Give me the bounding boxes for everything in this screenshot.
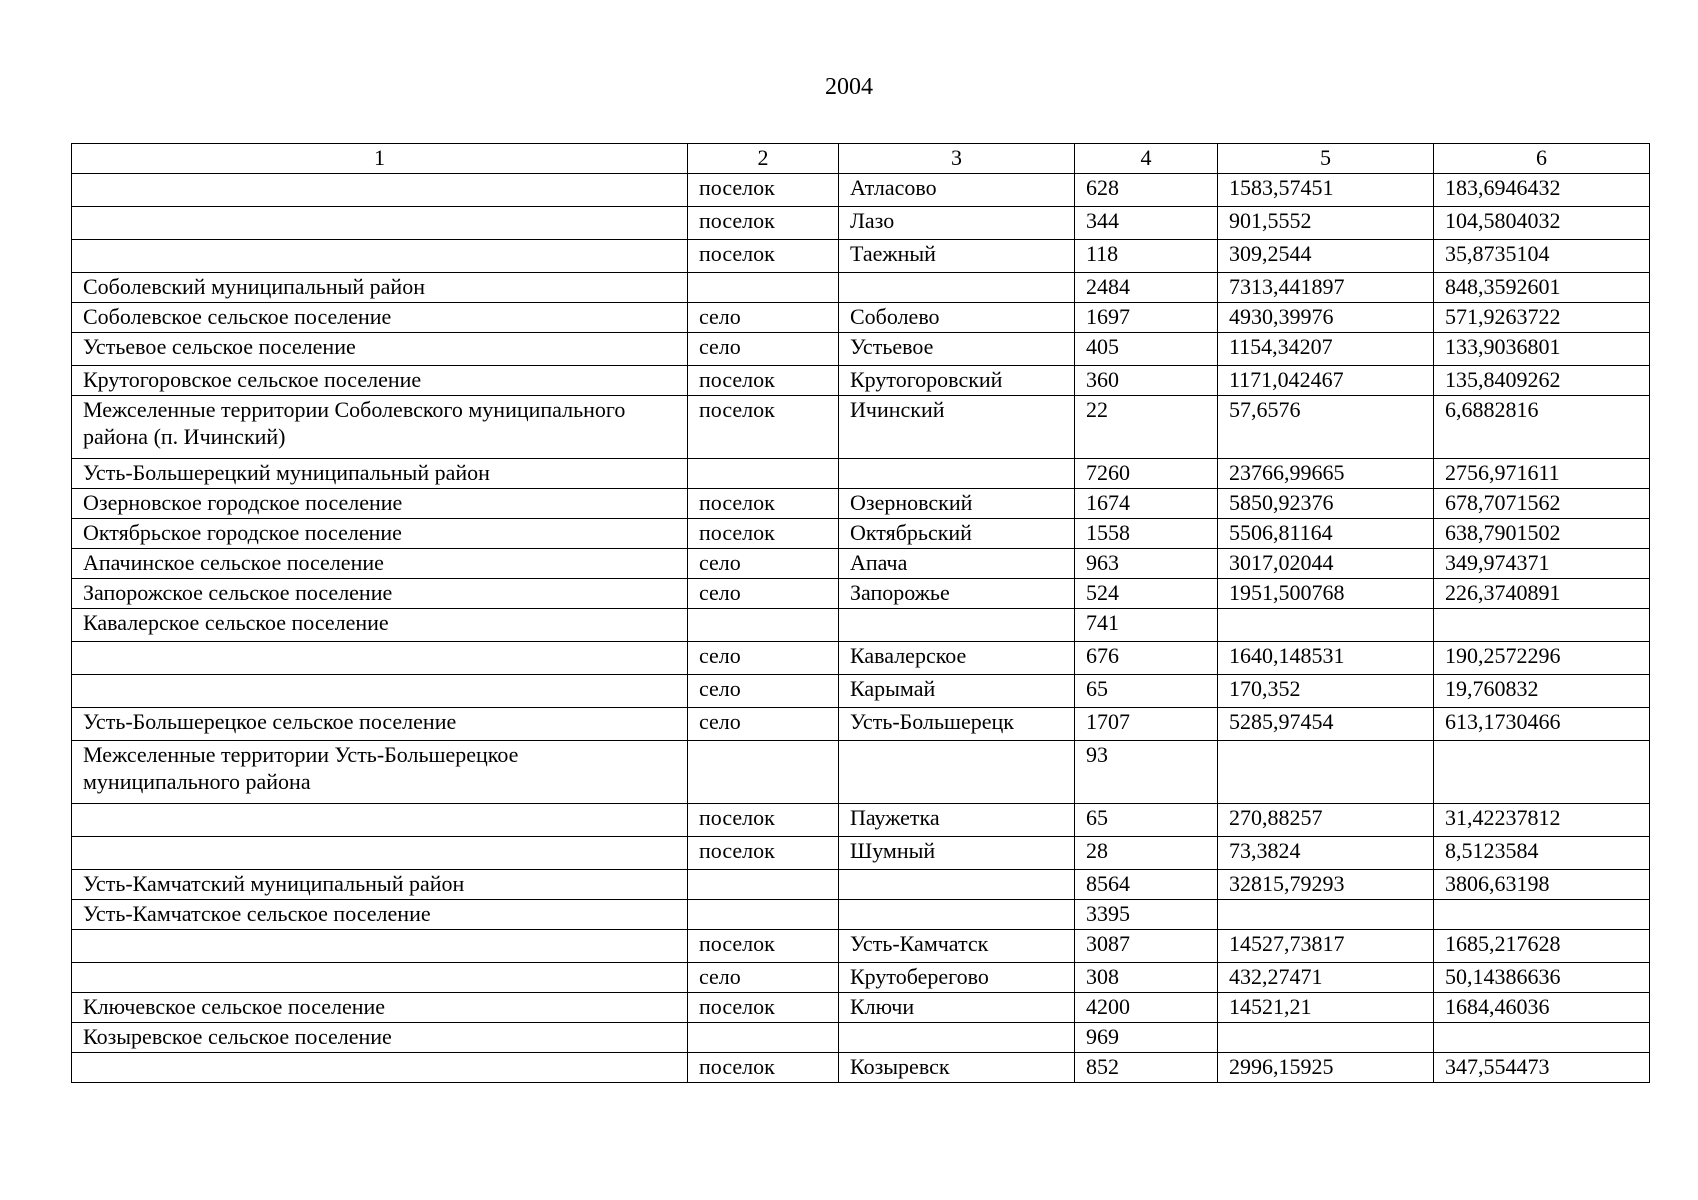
cell-settlement-type: поселок (688, 993, 839, 1023)
cell-municipality: Кавалерское сельское поселение (72, 609, 688, 642)
cell-settlement-type: поселок (688, 240, 839, 273)
table-row (72, 708, 1650, 741)
cell-settlement-name (839, 870, 1075, 900)
cell-value-6 (1434, 900, 1650, 930)
cell-municipality: Устьевое сельское поселение (72, 333, 688, 366)
cell-settlement-type: поселок (688, 396, 839, 459)
cell-municipality: Ключевское сельское поселение (72, 993, 688, 1023)
cell-settlement-name: Крутоберегово (839, 963, 1075, 993)
cell-value-6: 31,42237812 (1434, 804, 1650, 837)
cell-settlement-type: село (688, 675, 839, 708)
cell-population: 93 (1075, 741, 1218, 804)
cell-population: 405 (1075, 333, 1218, 366)
cell-value-5: 1171,042467 (1218, 366, 1434, 396)
cell-municipality (72, 240, 688, 273)
cell-settlement-type: село (688, 963, 839, 993)
cell-settlement-type: село (688, 579, 839, 609)
cell-municipality: Межселенные территории Соболевского муниципального района (п. Ичинский) (72, 396, 688, 459)
cell-municipality: Козыревское сельское поселение (72, 1023, 688, 1053)
cell-value-6: 190,2572296 (1434, 642, 1650, 675)
cell-settlement-name: Октябрьский (839, 519, 1075, 549)
cell-settlement-type (688, 741, 839, 804)
cell-population: 1674 (1075, 489, 1218, 519)
cell-value-6 (1434, 609, 1650, 642)
cell-value-5: 1583,57451 (1218, 174, 1434, 207)
cell-settlement-type: поселок (688, 366, 839, 396)
cell-municipality (72, 207, 688, 240)
table-row (72, 303, 1650, 333)
cell-population: 118 (1075, 240, 1218, 273)
cell-settlement-type: село (688, 708, 839, 741)
cell-settlement-name: Апача (839, 549, 1075, 579)
cell-settlement-name: Крутогоровский (839, 366, 1075, 396)
cell-value-5: 14527,73817 (1218, 930, 1434, 963)
cell-settlement-name: Соболево (839, 303, 1075, 333)
cell-settlement-name: Озерновский (839, 489, 1075, 519)
cell-municipality: Усть-Большерецкое сельское поселение (72, 708, 688, 741)
cell-value-5: 170,352 (1218, 675, 1434, 708)
cell-value-6: 135,8409262 (1434, 366, 1650, 396)
cell-municipality (72, 804, 688, 837)
cell-value-5: 4930,39976 (1218, 303, 1434, 333)
cell-settlement-name: Шумный (839, 837, 1075, 870)
cell-population: 65 (1075, 675, 1218, 708)
cell-settlement-name (839, 1023, 1075, 1053)
cell-settlement-type (688, 273, 839, 303)
cell-municipality: Усть-Большерецкий муниципальный район (72, 459, 688, 489)
cell-value-5: 1951,500768 (1218, 579, 1434, 609)
table-row (72, 489, 1650, 519)
cell-value-6: 349,974371 (1434, 549, 1650, 579)
table-row (72, 741, 1650, 804)
cell-settlement-name: Запорожье (839, 579, 1075, 609)
cell-population: 963 (1075, 549, 1218, 579)
cell-population: 628 (1075, 174, 1218, 207)
table-row (72, 240, 1650, 273)
cell-value-5: 23766,99665 (1218, 459, 1434, 489)
cell-value-6: 571,9263722 (1434, 303, 1650, 333)
cell-value-5: 1154,34207 (1218, 333, 1434, 366)
cell-population: 7260 (1075, 459, 1218, 489)
cell-settlement-name: Паужетка (839, 804, 1075, 837)
cell-settlement-name: Ичинский (839, 396, 1075, 459)
table-row (72, 930, 1650, 963)
cell-value-6: 347,554473 (1434, 1053, 1650, 1083)
table-row (72, 273, 1650, 303)
cell-value-5: 3017,02044 (1218, 549, 1434, 579)
cell-value-5: 5285,97454 (1218, 708, 1434, 741)
cell-settlement-type: поселок (688, 519, 839, 549)
cell-municipality: Озерновское городское поселение (72, 489, 688, 519)
cell-population: 308 (1075, 963, 1218, 993)
column-header-6: 6 (1434, 144, 1650, 174)
cell-settlement-name: Карымай (839, 675, 1075, 708)
table-row (72, 459, 1650, 489)
cell-municipality (72, 1053, 688, 1083)
cell-municipality (72, 642, 688, 675)
cell-municipality: Запорожское сельское поселение (72, 579, 688, 609)
cell-settlement-type (688, 870, 839, 900)
cell-settlement-name: Ключи (839, 993, 1075, 1023)
cell-settlement-type: село (688, 642, 839, 675)
cell-settlement-type: село (688, 549, 839, 579)
column-header-2: 2 (688, 144, 839, 174)
table-row (72, 549, 1650, 579)
cell-settlement-name: Козыревск (839, 1053, 1075, 1083)
cell-settlement-name (839, 273, 1075, 303)
cell-value-6: 2756,971611 (1434, 459, 1650, 489)
cell-municipality: Соболевское сельское поселение (72, 303, 688, 333)
column-header-4: 4 (1075, 144, 1218, 174)
cell-population: 8564 (1075, 870, 1218, 900)
cell-settlement-name (839, 459, 1075, 489)
table-row (72, 207, 1650, 240)
cell-settlement-name: Кавалерское (839, 642, 1075, 675)
cell-settlement-type: поселок (688, 930, 839, 963)
table-row (72, 1053, 1650, 1083)
cell-value-6: 613,1730466 (1434, 708, 1650, 741)
column-header-1: 1 (72, 144, 688, 174)
table-row (72, 837, 1650, 870)
cell-municipality: Крутогоровское сельское поселение (72, 366, 688, 396)
table-row (72, 519, 1650, 549)
table-row (72, 870, 1650, 900)
table-row (72, 804, 1650, 837)
cell-population: 1558 (1075, 519, 1218, 549)
cell-value-5: 7313,441897 (1218, 273, 1434, 303)
table-row (72, 675, 1650, 708)
table-row (72, 900, 1650, 930)
cell-value-6: 104,5804032 (1434, 207, 1650, 240)
column-header-5: 5 (1218, 144, 1434, 174)
cell-settlement-type: поселок (688, 1053, 839, 1083)
cell-value-5: 901,5552 (1218, 207, 1434, 240)
cell-value-5: 57,6576 (1218, 396, 1434, 459)
cell-settlement-type: поселок (688, 489, 839, 519)
cell-settlement-name: Усть-Большерецк (839, 708, 1075, 741)
cell-value-6: 678,7071562 (1434, 489, 1650, 519)
cell-municipality: Октябрьское городское поселение (72, 519, 688, 549)
table-header-row (72, 144, 1650, 174)
cell-value-6: 3806,63198 (1434, 870, 1650, 900)
cell-value-6: 19,760832 (1434, 675, 1650, 708)
cell-value-5: 309,2544 (1218, 240, 1434, 273)
cell-population: 741 (1075, 609, 1218, 642)
cell-settlement-type: село (688, 303, 839, 333)
table-row (72, 366, 1650, 396)
cell-population: 1697 (1075, 303, 1218, 333)
cell-population: 3087 (1075, 930, 1218, 963)
cell-settlement-name: Устьевое (839, 333, 1075, 366)
cell-municipality (72, 837, 688, 870)
table-row (72, 993, 1650, 1023)
settlements-table (71, 143, 1650, 1083)
cell-value-5: 32815,79293 (1218, 870, 1434, 900)
cell-settlement-name: Усть-Камчатск (839, 930, 1075, 963)
cell-value-6: 50,14386636 (1434, 963, 1650, 993)
cell-value-6: 183,6946432 (1434, 174, 1650, 207)
cell-municipality: Усть-Камчатский муниципальный район (72, 870, 688, 900)
cell-value-6: 1685,217628 (1434, 930, 1650, 963)
cell-value-6: 638,7901502 (1434, 519, 1650, 549)
cell-municipality (72, 174, 688, 207)
cell-settlement-type (688, 609, 839, 642)
cell-settlement-type: село (688, 333, 839, 366)
table-row (72, 1023, 1650, 1053)
cell-value-5: 5850,92376 (1218, 489, 1434, 519)
cell-settlement-name (839, 900, 1075, 930)
cell-settlement-name (839, 741, 1075, 804)
cell-municipality (72, 675, 688, 708)
cell-settlement-name: Лазо (839, 207, 1075, 240)
cell-settlement-type: поселок (688, 804, 839, 837)
table-row (72, 333, 1650, 366)
cell-value-6: 35,8735104 (1434, 240, 1650, 273)
cell-population: 4200 (1075, 993, 1218, 1023)
table-row (72, 579, 1650, 609)
cell-population: 360 (1075, 366, 1218, 396)
cell-population: 3395 (1075, 900, 1218, 930)
cell-value-5: 5506,81164 (1218, 519, 1434, 549)
cell-municipality (72, 963, 688, 993)
cell-value-5: 2996,15925 (1218, 1053, 1434, 1083)
cell-population: 344 (1075, 207, 1218, 240)
cell-settlement-type: поселок (688, 207, 839, 240)
cell-municipality (72, 930, 688, 963)
cell-settlement-type: поселок (688, 837, 839, 870)
cell-settlement-type (688, 1023, 839, 1053)
cell-municipality: Усть-Камчатское сельское поселение (72, 900, 688, 930)
cell-value-5: 14521,21 (1218, 993, 1434, 1023)
cell-value-6: 6,6882816 (1434, 396, 1650, 459)
cell-population: 2484 (1075, 273, 1218, 303)
cell-municipality: Апачинское сельское поселение (72, 549, 688, 579)
cell-value-5: 1640,148531 (1218, 642, 1434, 675)
cell-value-6 (1434, 741, 1650, 804)
cell-municipality: Межселенные территории Усть-Большерецкое муниципального района (72, 741, 688, 804)
cell-value-5: 270,88257 (1218, 804, 1434, 837)
cell-settlement-type (688, 459, 839, 489)
cell-settlement-type: поселок (688, 174, 839, 207)
cell-population: 676 (1075, 642, 1218, 675)
cell-population: 969 (1075, 1023, 1218, 1053)
cell-value-5: 73,3824 (1218, 837, 1434, 870)
cell-value-5 (1218, 609, 1434, 642)
cell-value-5: 432,27471 (1218, 963, 1434, 993)
column-header-3: 3 (839, 144, 1075, 174)
cell-value-6: 226,3740891 (1434, 579, 1650, 609)
cell-population: 852 (1075, 1053, 1218, 1083)
cell-population: 524 (1075, 579, 1218, 609)
table-row (72, 396, 1650, 459)
cell-value-6: 8,5123584 (1434, 837, 1650, 870)
cell-value-6: 848,3592601 (1434, 273, 1650, 303)
cell-settlement-name (839, 609, 1075, 642)
cell-value-6: 133,9036801 (1434, 333, 1650, 366)
table-row (72, 642, 1650, 675)
cell-municipality: Соболевский муниципальный район (72, 273, 688, 303)
cell-settlement-name: Атласово (839, 174, 1075, 207)
table-row (72, 174, 1650, 207)
cell-population: 1707 (1075, 708, 1218, 741)
cell-population: 28 (1075, 837, 1218, 870)
cell-value-6 (1434, 1023, 1650, 1053)
cell-settlement-type (688, 900, 839, 930)
cell-value-5 (1218, 1023, 1434, 1053)
table-row (72, 963, 1650, 993)
cell-population: 22 (1075, 396, 1218, 459)
cell-value-5 (1218, 900, 1434, 930)
cell-population: 65 (1075, 804, 1218, 837)
cell-value-6: 1684,46036 (1434, 993, 1650, 1023)
page-number: 2004 (825, 74, 873, 100)
cell-value-5 (1218, 741, 1434, 804)
cell-settlement-name: Таежный (839, 240, 1075, 273)
table-row (72, 609, 1650, 642)
